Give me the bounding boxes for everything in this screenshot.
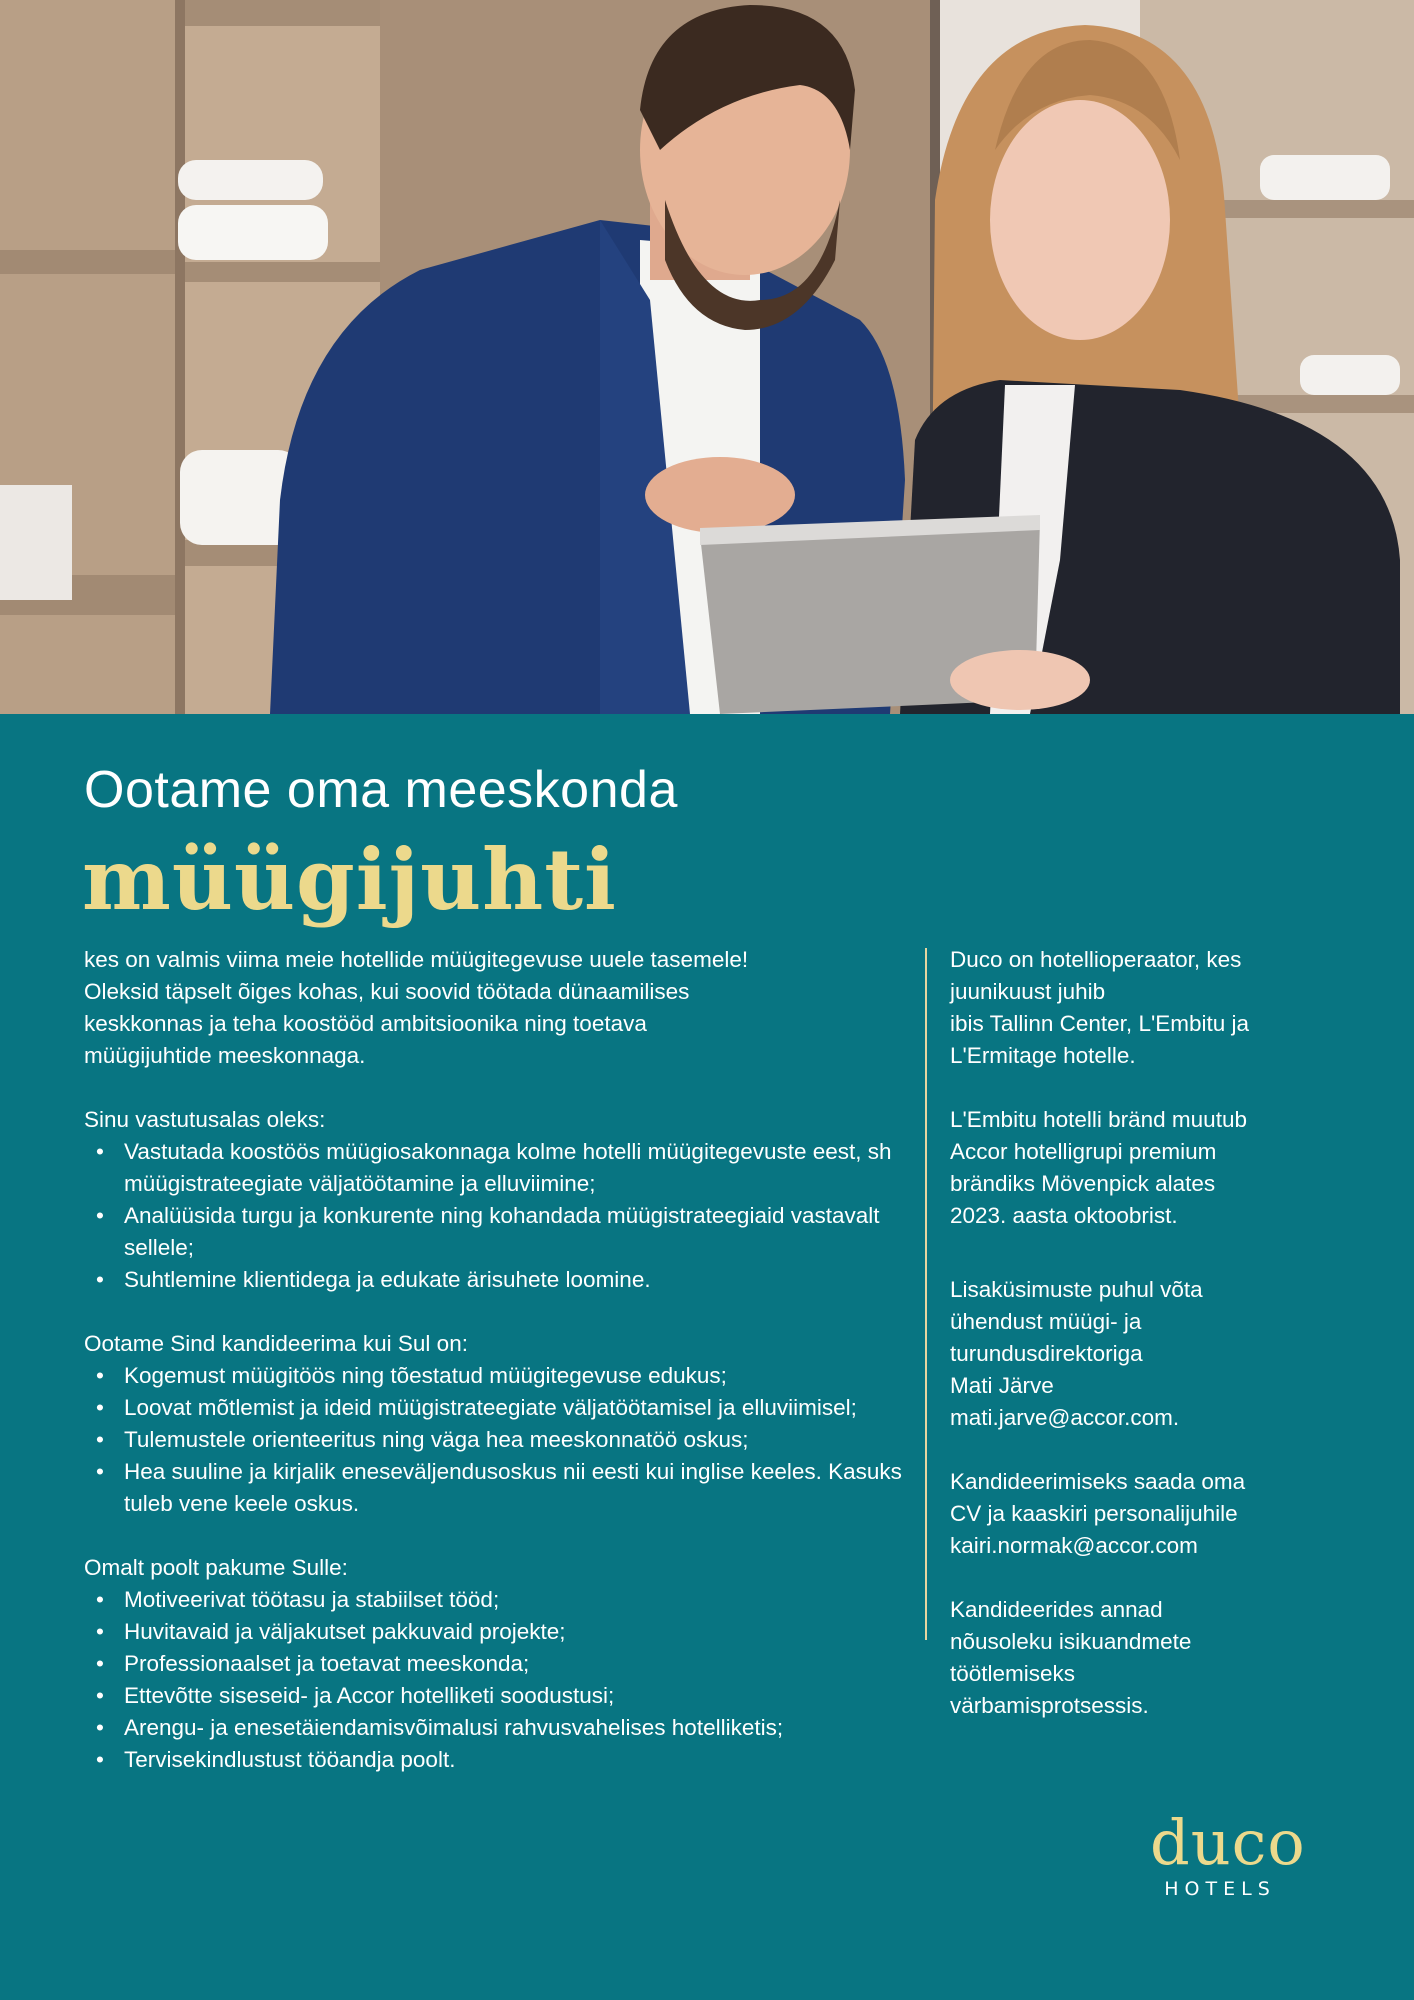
responsibilities-list [84,1136,914,1296]
intro-paragraph [84,944,914,1072]
list-item: • Arengu- ja enesetäiendamisvõimalusi rahvusvahelises hotelliketis; [84,1712,914,1744]
brand-line: Accor hotelligrupi premium [950,1139,1217,1164]
about-line: L'Ermitage hotelle. [950,1043,1136,1068]
list-item: • Hea suuline ja kirjalik eneseväljendusoskus nii eesti kui inglise keeles. Kasuks tuleb vene keele oskus. [84,1456,914,1520]
about-line: juunikuust juhib [950,979,1106,1004]
consent-line: töötlemiseks [950,1661,1076,1686]
list-item: • Kogemust müügitöös ning tõestatud müügitegevuse edukus; [84,1360,914,1392]
consent-line: värbamisprotsessis. [950,1693,1149,1718]
intro-line: kes on valmis viima meie hotellide müügitegevuse uuele tasemele! [84,947,749,972]
photo-illustration [0,0,1414,714]
offer-title: Omalt poolt pakume Sulle: [84,1555,348,1580]
brand-block [950,1104,1330,1232]
apply-email[interactable]: kairi.normak@accor.com [950,1533,1198,1558]
brand-line: L'Embitu hotelli bränd muutub [950,1107,1247,1132]
contact-name: Mati Järve [950,1373,1054,1398]
logo-subtitle: HOTELS [1164,1878,1276,1900]
list-item: • Suhtlemine klientidega ja edukate ärisuhete loomine. [84,1264,914,1296]
list-item: • Vastutada koostöös müügiosakonnaga kolme hotelli müügitegevuste eest, sh müügistrateegiate väljatöötamine ja elluviimine; [84,1136,914,1200]
responsibilities-title: Sinu vastutusalas oleks: [84,1107,326,1132]
contact-block [950,1274,1330,1434]
list-item: • Professionaalset ja toetavat meeskonda; [84,1648,914,1680]
responsibilities-section [84,1104,914,1296]
contact-line: turundusdirektoriga [950,1341,1143,1366]
intro-line: keskkonnas ja teha koostööd ambitsioonika ning toetava [84,1011,647,1036]
logo-wordmark: duco [1150,1806,1306,1879]
requirements-title: Ootame Sind kandideerima kui Sul on: [84,1331,468,1356]
about-line: ibis Tallinn Center, L'Embitu ja [950,1011,1250,1036]
duco-hotels-logo [1150,1806,1306,1900]
consent-block [950,1594,1330,1722]
consent-line: nõusoleku isikuandmete [950,1629,1192,1654]
contact-line: ühendust müügi- ja [950,1309,1142,1334]
contact-email[interactable]: mati.jarve@accor.com. [950,1405,1180,1430]
intro-line: Oleksid täpselt õiges kohas, kui soovid töötada dünaamilises [84,979,690,1004]
headline-position: müügijuhti [82,830,617,929]
offer-list [84,1584,914,1776]
hero-photo [0,0,1414,714]
list-item: • Analüüsida turgu ja konkurente ning kohandada müügistrateegiaid vastavalt sellele; [84,1200,914,1264]
list-item: • Ettevõtte siseseid- ja Accor hotelliketi soodustusi; [84,1680,914,1712]
requirements-section [84,1328,914,1520]
list-item: • Huvitavaid ja väljakutset pakkuvaid projekte; [84,1616,914,1648]
offer-section [84,1552,914,1776]
main-column [84,944,914,1776]
list-item: • Loovat mõtlemist ja ideid müügistrateegiate väljatöötamisel ja elluviimisel; [84,1392,914,1424]
about-line: Duco on hotellioperaator, kes [950,947,1242,972]
brand-line: brändiks Mövenpick alates [950,1171,1216,1196]
apply-block [950,1466,1330,1562]
list-item: • Motiveerivat töötasu ja stabiilset tööd; [84,1584,914,1616]
contact-line: Lisaküsimuste puhul võta [950,1277,1203,1302]
headline-title: Ootame oma meeskonda [84,761,678,819]
apply-line: CV ja kaaskiri personalijuhile [950,1501,1238,1526]
sidebar-column [950,944,1330,1754]
apply-line: Kandideerimiseks saada oma [950,1469,1246,1494]
consent-line: Kandideerides annad [950,1597,1163,1622]
brand-line: 2023. aasta oktoobrist. [950,1203,1178,1228]
intro-line: müügijuhtide meeskonnaga. [84,1043,366,1068]
requirements-list [84,1360,914,1520]
column-divider [925,948,927,1640]
about-block [950,944,1330,1072]
list-item: • Tulemustele orienteeritus ning väga hea meeskonnatöö oskus; [84,1424,914,1456]
list-item: • Tervisekindlustust tööandja poolt. [84,1744,914,1776]
